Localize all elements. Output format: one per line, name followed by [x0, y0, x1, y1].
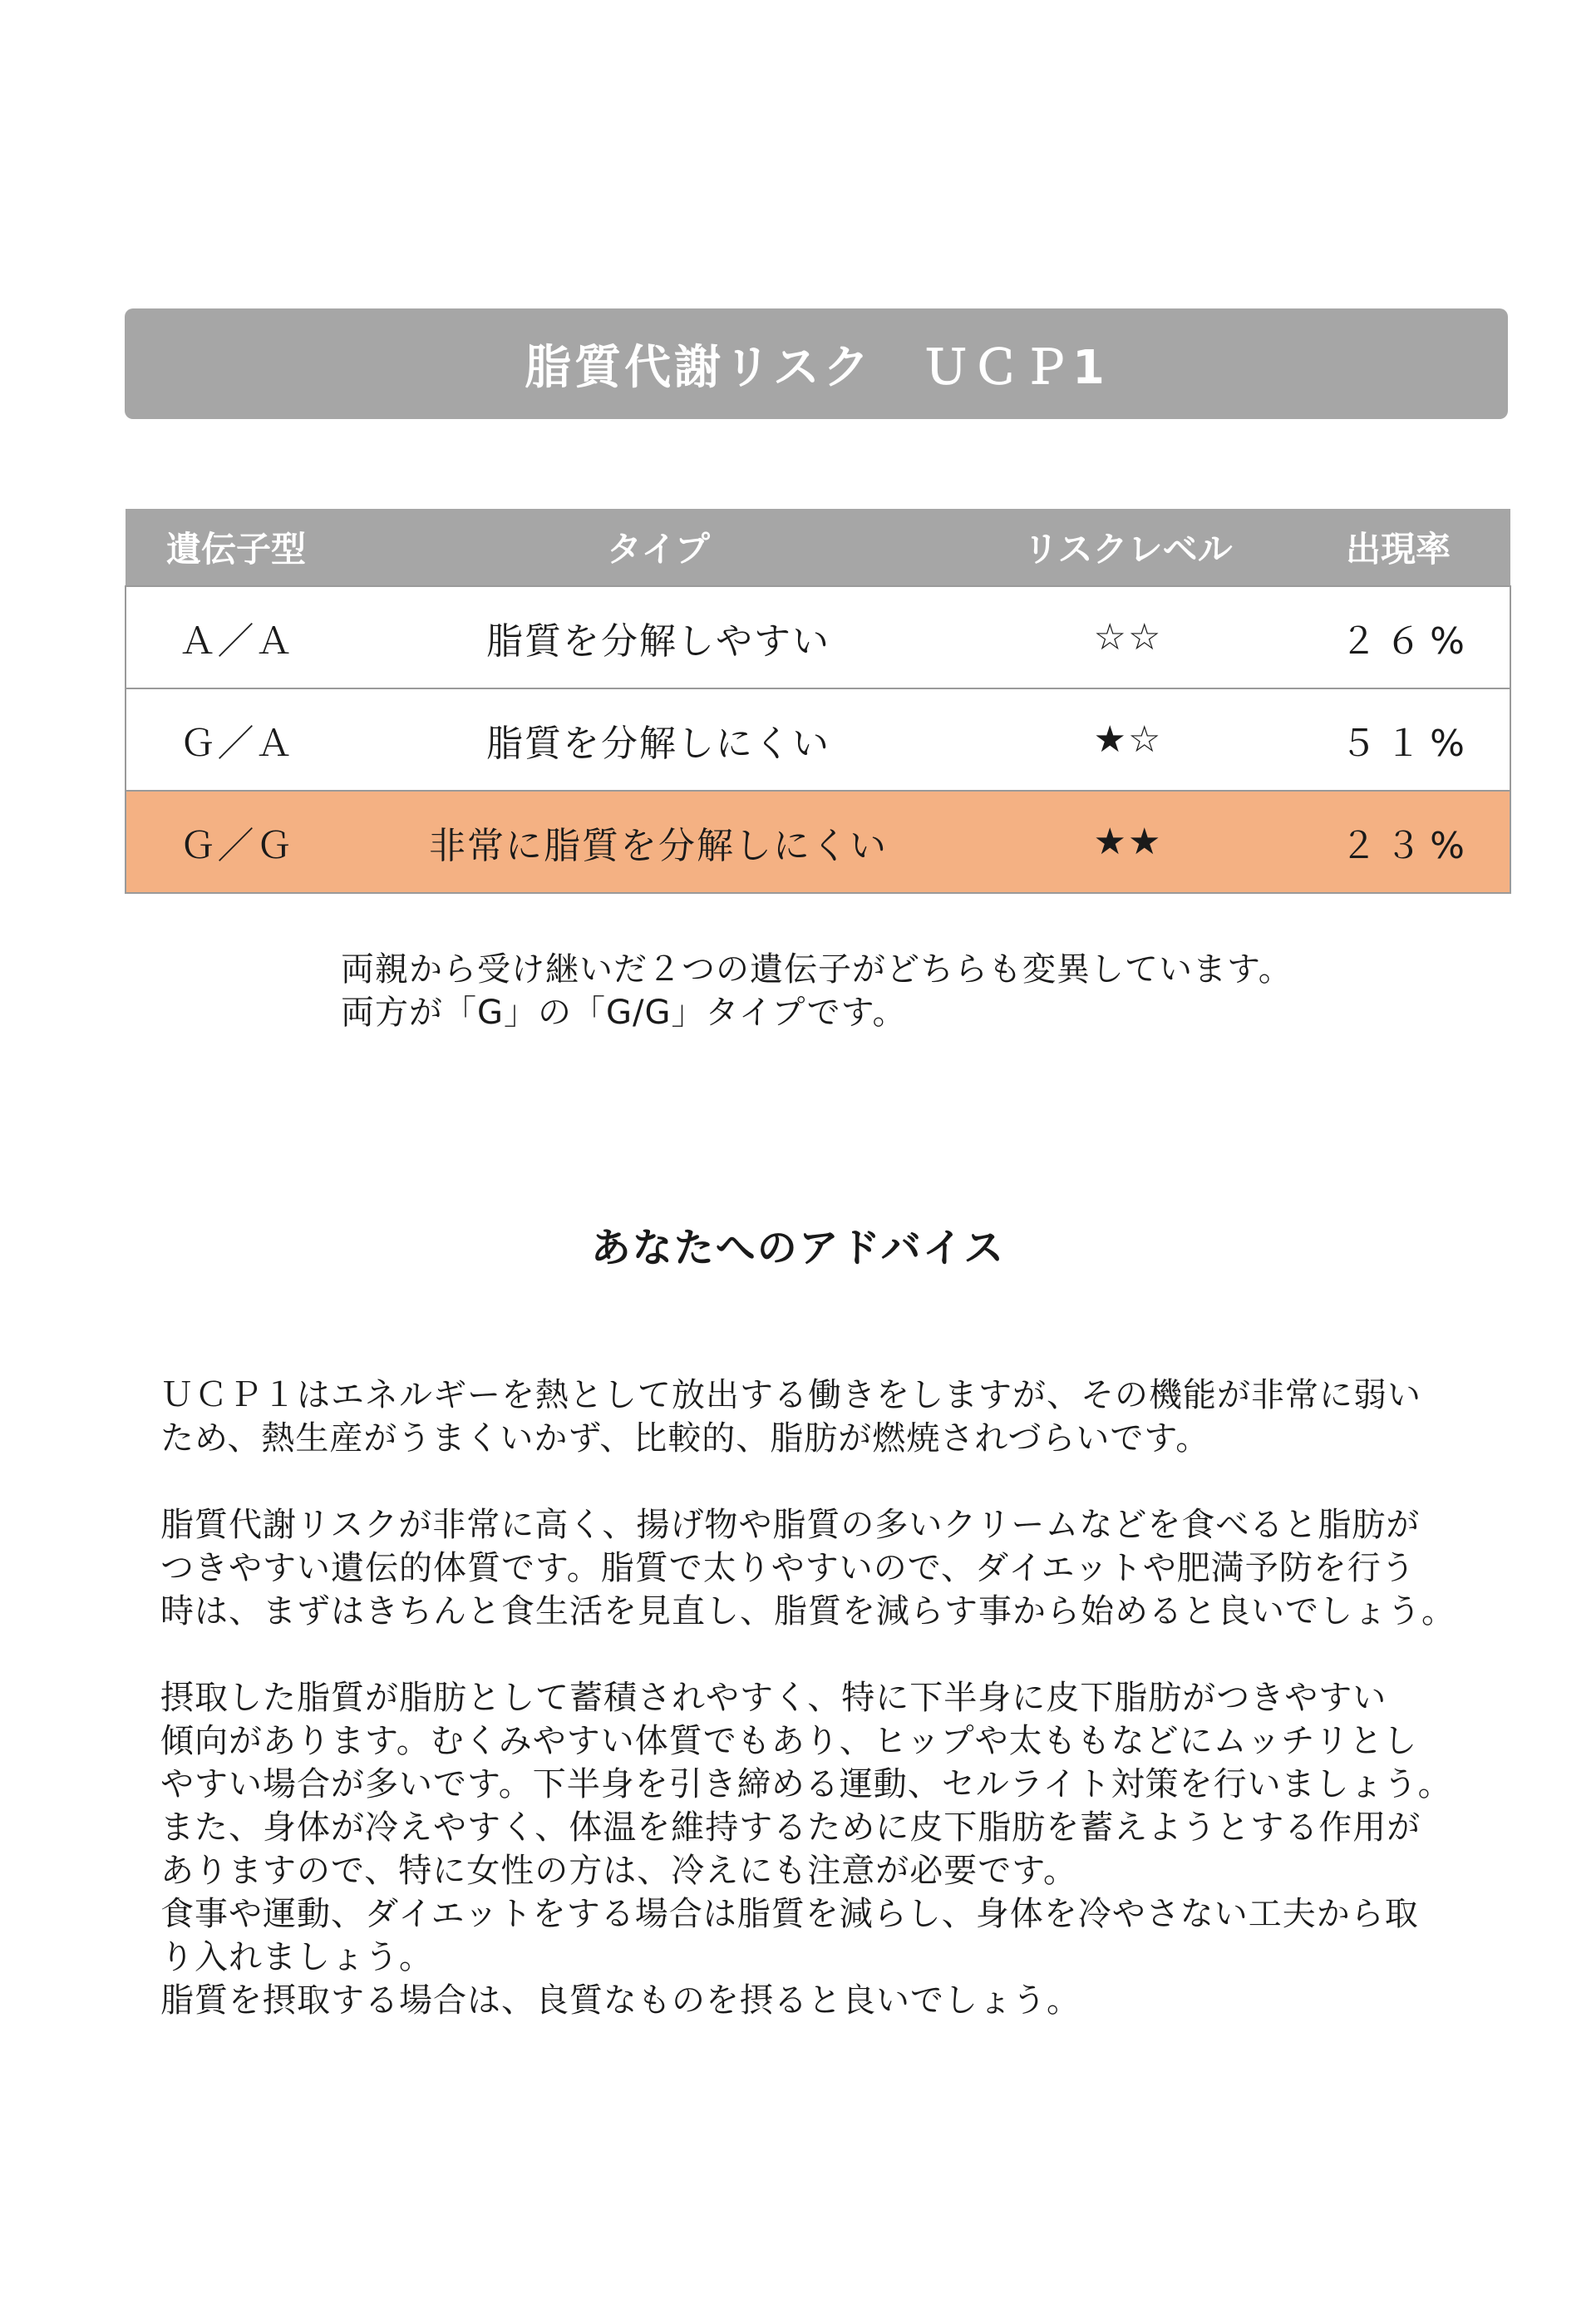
- advice-line: 傾向があります。むくみやすい体質でもあり、ヒップや太ももなどにムッチリとし: [160, 1722, 1418, 1760]
- advice-line: やすい場合が多いです。下半身を引き締める運動、セルライト対策を行いましょう。: [160, 1765, 1452, 1803]
- table-row-highlighted: [126, 791, 1510, 893]
- advice-line: ため、熱生産がうまくいかず、比較的、脂肪が燃焼されづらいです。: [160, 1419, 1210, 1458]
- paragraph-spacer: [160, 1633, 1524, 1676]
- genotype-risk-table: [125, 509, 1511, 894]
- table-row: [126, 688, 1510, 791]
- advice-paragraph: [160, 1503, 1524, 1633]
- explanation-line: 両方が「G」の「G/G」タイプです。: [341, 994, 907, 1032]
- advice-line: また、身体が冷えやすく、体温を維持するために皮下脂肪を蓄えようとする作用が: [160, 1808, 1421, 1847]
- page-title: 脂質代謝リスク ＵＣＰ1: [525, 340, 1108, 395]
- header-occurrence-rate: 出現率: [1286, 509, 1510, 586]
- advice-line: 食事や運動、ダイエットをする場合は脂質を減らし、身体を冷やさない工夫から取: [160, 1895, 1419, 1933]
- header-risk-level: リスクレベル: [970, 509, 1286, 586]
- rate-cell: ２３%: [1286, 791, 1510, 893]
- advice-line: ありますので、特に女性の方は、冷えにも注意が必要です。: [160, 1852, 1077, 1890]
- advice-line: 摂取した脂質が脂肪として蓄積されやすく、特に下半身に皮下脂肪がつきやすい: [160, 1679, 1387, 1717]
- header-type: タイプ: [347, 509, 970, 586]
- type-cell: 非常に脂質を分解しにくい: [347, 791, 970, 893]
- risk-stars-cell: ★☆: [970, 688, 1286, 791]
- result-explanation: [341, 948, 1293, 1034]
- table-row: [126, 586, 1510, 688]
- advice-line: つきやすい遺伝的体質です。脂質で太りやすいので、ダイエットや肥満予防を行う: [160, 1549, 1416, 1587]
- explanation-line: 両親から受け継いだ２つの遺伝子がどちらも変異しています。: [341, 950, 1293, 989]
- rate-cell: ２６%: [1286, 586, 1510, 688]
- advice-heading: あなたへのアドバイス: [590, 1225, 1006, 1271]
- risk-stars-cell: ☆☆: [970, 586, 1286, 688]
- advice-line: ＵＣＰ１はエネルギーを熱として放出する働きをしますが、その機能が非常に弱い: [160, 1376, 1421, 1414]
- advice-line: 時は、まずはきちんと食生活を見直し、脂質を減らす事から始めると良いでしょう。: [160, 1592, 1456, 1631]
- genotype-cell: Ａ／Ａ: [126, 586, 347, 688]
- table-header-row: [126, 509, 1510, 586]
- paragraph-spacer: [160, 1460, 1524, 1503]
- title-banner: [125, 308, 1508, 419]
- type-cell: 脂質を分解しにくい: [347, 688, 970, 791]
- genotype-cell: Ｇ／Ｇ: [126, 791, 347, 893]
- advice-line: り入れましょう。: [160, 1938, 433, 1976]
- rate-cell: ５１%: [1286, 688, 1510, 791]
- risk-stars-cell: ★★: [970, 791, 1286, 893]
- header-genotype: 遺伝子型: [126, 509, 347, 586]
- genotype-cell: Ｇ／Ａ: [126, 688, 347, 791]
- advice-paragraph: [160, 1676, 1524, 2022]
- advice-paragraph: [160, 1374, 1524, 1460]
- advice-body: [160, 1374, 1524, 2022]
- advice-line: 脂質を摂取する場合は、良質なものを摂ると良いでしょう。: [160, 1981, 1081, 2020]
- advice-line: 脂質代謝リスクが非常に高く、揚げ物や脂質の多いクリームなどを食べると脂肪が: [160, 1506, 1421, 1544]
- type-cell: 脂質を分解しやすい: [347, 586, 970, 688]
